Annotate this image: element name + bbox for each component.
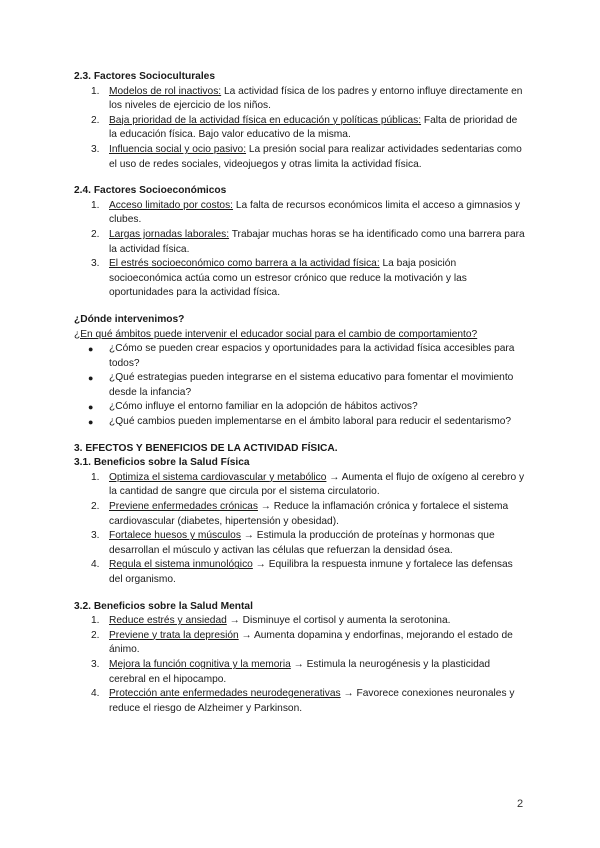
list-item: 1. Reduce estrés y ansiedad → Disminuye el cortisol y aumenta la serotonina.	[91, 615, 451, 627]
subsection-heading: 3.2. Beneficios sobre la Salud Mental	[74, 600, 253, 612]
item-text: → Estimula la producción de proteínas y hormonas que desarrollan el músculo y activan las células que refuerzan la densidad ósea.	[109, 530, 495, 556]
numbered-list	[74, 471, 526, 588]
item-text: La actividad física de los padres y entorno influye directamente en los niveles de ejercicio de los niños.	[109, 85, 523, 112]
numbered-list	[74, 614, 526, 716]
item-text: → Equilibra la respuesta inmune y fortalece las defensas del organismo.	[109, 559, 513, 585]
list-item: 3. Fortalece huesos y músculos → Estimula la producción de proteínas y hormonas que desarrollan el músculo y activan las células que refuerzan la densidad ósea.	[91, 530, 495, 556]
numbered-list	[74, 199, 526, 301]
bullet-list	[74, 342, 526, 430]
item-title: El estrés socioeconómico como barrera a la actividad física:	[109, 258, 380, 270]
item-title: Fortalece huesos y músculos	[109, 530, 241, 542]
list-item: ● ¿Qué cambios pueden implementarse en el ámbito laboral para reducir el sedentarismo?	[74, 415, 526, 430]
bullet-icon: ●	[88, 402, 94, 413]
item-text: Falta de prioridad de la educación física. Bajo valor educativo de la misma.	[109, 114, 518, 141]
list-item: 4. Protección ante enfermedades neurodegenerativas → Favorece conexiones neuronales y reduce el riesgo de Alzheimer y Parkinson.	[91, 688, 515, 714]
item-text: → Reduce la inflamación crónica y fortalece el sistema cardiovascular (diabetes, hipertensión y obesidad).	[109, 501, 509, 527]
item-title: Protección ante enfermedades neurodegenerativas	[109, 688, 341, 700]
numbered-list	[74, 85, 526, 173]
section-heading: 2.4. Factores Socioeconómicos	[74, 185, 227, 197]
section-intervenimos	[74, 313, 526, 430]
list-item: 1. Acceso limitado por costos: La falta de recursos económicos limita el acceso a gimnasios y clubes.	[91, 199, 521, 226]
list-item: 1. Optimiza el sistema cardiovascular y metabólico → Aumenta el flujo de oxígeno al cerebro y la cantidad de sangre que circula por el sistema circulatorio.	[91, 471, 525, 498]
item-title: Mejora la función cognitiva y la memoria	[109, 658, 291, 670]
bullet-icon: ●	[88, 344, 94, 355]
section-socioculturales	[74, 70, 526, 172]
item-text: → Aumenta dopamina y endorfinas, mejorando el estado de ánimo.	[109, 629, 513, 656]
item-title: Optimiza el sistema cardiovascular y metabólico	[109, 471, 327, 483]
list-item: 3. Influencia social y ocio pasivo: La presión social para realizar actividades sedentarias como el uso de redes sociales, videojuegos y otras limita la actividad física.	[91, 143, 522, 170]
list-item: 2. Previene y trata la depresión → Aumenta dopamina y endorfinas, mejorando el estado de ánimo.	[91, 629, 513, 656]
section-efectos	[74, 442, 526, 588]
subsection-heading: 3.1. Beneficios sobre la Salud Física	[74, 457, 250, 469]
item-title: Largas jornadas laborales:	[109, 228, 230, 240]
list-item: ● ¿Qué estrategias pueden integrarse en el sistema educativo para fomentar el movimiento desde la infancia?	[88, 372, 514, 398]
item-text: → Favorece conexiones neuronales y reduce el riesgo de Alzheimer y Parkinson.	[109, 688, 515, 714]
list-item: 3. Mejora la función cognitiva y la memoria → Estimula la neurogénesis y la plasticidad cerebral en el hipocampo.	[91, 658, 491, 685]
item-text: La presión social para realizar actividades sedentarias como el uso de redes sociales, videojuegos y otras limita la actividad física.	[109, 143, 522, 170]
section-heading: 2.3. Factores Socioculturales	[74, 71, 215, 82]
item-title: Regula el sistema inmunológico	[109, 559, 253, 571]
section-salud-mental	[74, 600, 526, 717]
guiding-question: ¿En qué ámbitos puede intervenir el educador social para el cambio de comportamiento?	[74, 328, 478, 340]
item-title: Reduce estrés y ansiedad	[109, 615, 227, 627]
item-title: Previene y trata la depresión	[109, 629, 239, 641]
chapter-heading: 3. EFECTOS Y BENEFICIOS DE LA ACTIVIDAD FÍSICA.	[74, 442, 338, 454]
item-text: → Disminuye el cortisol y aumenta la serotonina.	[226, 615, 451, 627]
page-number: 2	[517, 798, 524, 810]
item-text: → Aumenta el flujo de oxígeno al cerebro y la cantidad de sangre que circula por el sistema circulatorio.	[109, 471, 525, 498]
list-item: ● ¿Cómo se pueden crear espacios y oportunidades para la actividad física accesibles para todos?	[88, 343, 515, 369]
list-item: 1. Modelos de rol inactivos: La actividad física de los padres y entorno influye directamente en los niveles de ejercicio de los niños.	[91, 85, 523, 112]
list-item: 4. Regula el sistema inmunológico → Equilibra la respuesta inmune y fortalece las defensas del organismo.	[91, 559, 513, 585]
item-title: Baja prioridad de la actividad física en educación y políticas públicas:	[109, 114, 422, 126]
section-socioeconomicos	[74, 184, 526, 301]
item-title: Previene enfermedades crónicas	[109, 501, 258, 513]
bullet-icon: ●	[88, 417, 94, 428]
item-text: La falta de recursos económicos limita el acceso a gimnasios y clubes.	[109, 199, 521, 226]
section-heading: ¿Dónde intervenimos?	[74, 313, 185, 325]
item-text: → Estimula la neurogénesis y la plasticidad cerebral en el hipocampo.	[109, 658, 491, 685]
bullet-icon: ●	[88, 373, 94, 384]
item-title: Influencia social y ocio pasivo:	[109, 143, 247, 155]
list-item: 2. Previene enfermedades crónicas → Reduce la inflamación crónica y fortalece el sistema cardiovascular (diabetes, hipertensión y obesidad).	[91, 501, 509, 527]
list-item: ● ¿Cómo influye el entorno familiar en la adopción de hábitos activos?	[74, 400, 526, 415]
item-title: Acceso limitado por costos:	[109, 199, 234, 211]
item-text: La baja posición socioeconómica actúa como un estresor crónico que reduce la motivación y las oportunidades para la actividad física.	[109, 258, 467, 299]
item-text: Trabajar muchas horas se ha identificado como una barrera para la actividad física.	[109, 228, 525, 255]
list-item: 2. Baja prioridad de la actividad física en educación y políticas públicas: Falta de prioridad de la educación física. Bajo valor educativo de la misma.	[91, 114, 518, 141]
list-item: 3. El estrés socioeconómico como barrera a la actividad física: La baja posición socioeconómica actúa como un estresor crónico que reduce la motivación y las oportunidades para la actividad física.	[91, 258, 467, 299]
document-page	[74, 70, 526, 728]
item-title: Modelos de rol inactivos:	[109, 85, 222, 97]
list-item: 2. Largas jornadas laborales: Trabajar muchas horas se ha identificado como una barrera para la actividad física.	[91, 228, 525, 255]
